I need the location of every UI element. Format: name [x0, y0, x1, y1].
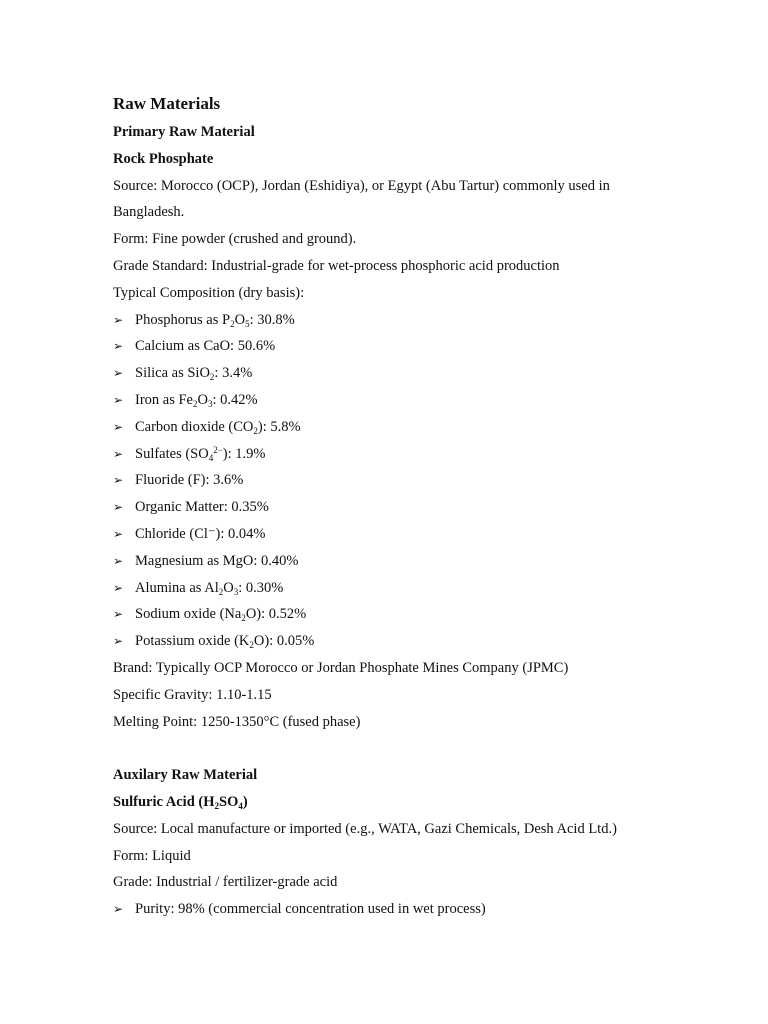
sulfuric-form-line: Form: Liquid: [113, 847, 191, 864]
subscript: 5: [245, 318, 250, 329]
text-segment: ): 5.8%: [257, 418, 301, 435]
subscript: 2: [218, 586, 224, 597]
text-segment: Iron as Fe: [135, 391, 193, 408]
sulfuric-acid-heading: [113, 789, 673, 816]
arrowhead-bullet-icon: ➢: [113, 500, 124, 515]
text-segment: Organic Matter: 0.35%: [135, 499, 269, 516]
text-segment: Silica as SiO: [135, 365, 210, 382]
list-item: [113, 307, 673, 334]
text-segment: O): 0.52%: [245, 606, 307, 623]
sulfuric-grade-line: Grade: Industrial / fertilizer-grade acid: [113, 874, 338, 891]
list-item: [113, 601, 673, 628]
section-title: Raw Materials: [113, 94, 221, 113]
superscript: 2−: [213, 444, 223, 455]
text-segment: Calcium as CaO: 50.6%: [135, 338, 276, 355]
form-line: Form: Fine powder (crushed and ground).: [113, 231, 357, 248]
section-spacer: [113, 735, 673, 762]
subscript: 2: [241, 613, 246, 624]
list-item: [113, 414, 673, 441]
melting-point-line: Melting Point: 1250-1350°C (fused phase): [113, 713, 361, 730]
text-segment: ): 1.9%: [222, 445, 266, 462]
subscript: 4: [208, 452, 214, 463]
list-item: [113, 333, 673, 360]
arrowhead-bullet-icon: ➢: [113, 580, 124, 595]
text-segment: Alumina as Al: [135, 579, 219, 596]
text-segment: Sodium oxide (Na: [135, 606, 242, 623]
text-segment: Sulfates (SO: [135, 445, 209, 462]
brand-line: Brand: Typically OCP Morocco or Jordan Phosphate Mines Company (JPMC): [113, 659, 569, 676]
text-segment: Purity: 98% (commercial concentration used in wet process): [135, 901, 486, 918]
text-segment: Phosphorus as P: [135, 311, 231, 328]
arrowhead-bullet-icon: ➢: [113, 312, 124, 327]
subscript: 2: [214, 800, 220, 811]
typical-composition-label: Typical Composition (dry basis):: [113, 284, 305, 301]
subscript: 4: [238, 800, 243, 811]
subscript: 2: [253, 425, 258, 436]
list-item: [113, 896, 673, 923]
arrowhead-bullet-icon: ➢: [113, 607, 124, 622]
list-item: [113, 467, 673, 494]
text-segment: : 3.4%: [214, 365, 253, 382]
text-segment: O: [197, 391, 208, 408]
text-segment: Magnesium as MgO: 0.40%: [135, 552, 299, 569]
list-item: [113, 360, 673, 387]
arrowhead-bullet-icon: ➢: [113, 419, 124, 434]
text-segment: : 0.30%: [238, 579, 284, 596]
text-segment: O): 0.05%: [253, 633, 315, 650]
auxiliary-raw-material-heading: Auxilary Raw Material: [113, 767, 258, 784]
list-item: [113, 441, 673, 468]
text-segment: Chloride (Cl⁻): 0.04%: [135, 525, 266, 542]
text-segment: Carbon dioxide (CO: [135, 418, 254, 435]
text-segment: : 30.8%: [249, 311, 295, 328]
arrowhead-bullet-icon: ➢: [113, 366, 124, 381]
arrowhead-bullet-icon: ➢: [113, 634, 124, 649]
text-segment: Fluoride (F): 3.6%: [135, 472, 244, 489]
arrowhead-bullet-icon: ➢: [113, 473, 124, 488]
document-body: [113, 90, 673, 923]
arrowhead-bullet-icon: ➢: [113, 553, 124, 568]
subscript: 2: [249, 640, 254, 651]
subscript: 2: [209, 372, 215, 383]
list-item: [113, 387, 673, 414]
sulfuric-source-line: Source: Local manufacture or imported (e.g., WATA, Gazi Chemicals, Desh Acid Ltd.): [113, 820, 617, 837]
specific-gravity-line: Specific Gravity: 1.10-1.15: [113, 686, 272, 703]
list-item: [113, 494, 673, 521]
subscript: 2: [230, 318, 235, 329]
arrowhead-bullet-icon: ➢: [113, 446, 124, 461]
list-item: [113, 628, 673, 655]
arrowhead-bullet-icon: ➢: [113, 339, 124, 354]
arrowhead-bullet-icon: ➢: [113, 902, 124, 917]
subscript: 3: [233, 586, 239, 597]
text-segment: ): [242, 793, 248, 810]
text-segment: O: [234, 311, 246, 328]
composition-list: [113, 307, 673, 655]
arrowhead-bullet-icon: ➢: [113, 392, 124, 407]
arrowhead-bullet-icon: ➢: [113, 526, 124, 541]
rock-phosphate-heading: Rock Phosphate: [113, 150, 214, 167]
list-item: [113, 575, 673, 602]
grade-standard-line: Grade Standard: Industrial-grade for wet-process phosphoric acid production: [113, 257, 560, 274]
source-line-continued: Bangladesh.: [113, 204, 185, 221]
text-segment: Sulfuric Acid (H: [113, 793, 215, 810]
list-item: [113, 548, 673, 575]
text-segment: : 0.42%: [212, 391, 258, 408]
text-segment: Potassium oxide (K: [135, 633, 250, 650]
text-segment: O: [223, 579, 234, 596]
list-item: [113, 521, 673, 548]
subscript: 3: [207, 398, 213, 409]
text-segment: SO: [219, 793, 239, 810]
sulfuric-acid-list: [113, 896, 673, 923]
primary-raw-material-heading: Primary Raw Material: [113, 124, 255, 140]
subscript: 2: [193, 398, 198, 409]
source-line: Source: Morocco (OCP), Jordan (Eshidiya), or Egypt (Abu Tartur) commonly used in: [113, 177, 610, 194]
